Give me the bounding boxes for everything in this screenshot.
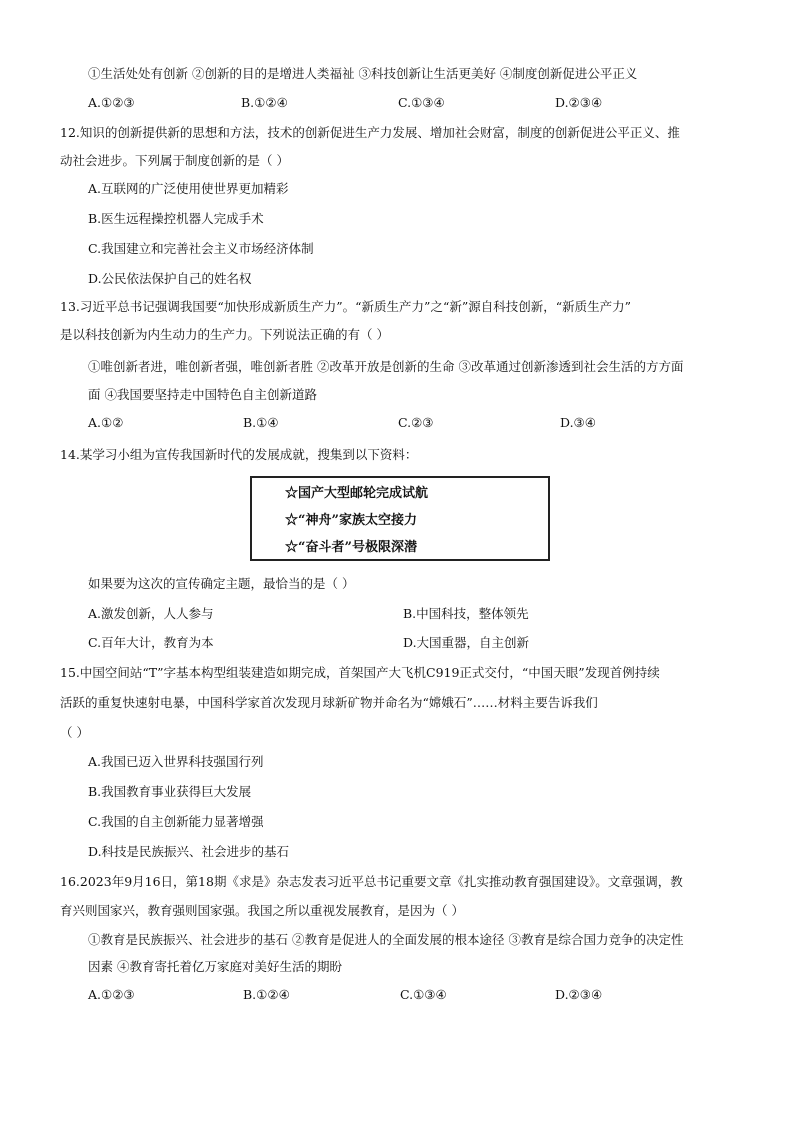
q16-statements-line1: ①教育是民族振兴、社会进步的基石 ②教育是促进人的全面发展的根本途径 ③教育是综合国力竞争的决定性: [88, 932, 684, 947]
q14-option-c: C.百年大计，教育为本: [88, 635, 214, 650]
q15-stem-line2: 活跃的重复快速射电暴，中国科学家首次发现月球新矿物并命名为“嫦娥石”……材料主要告诉我们: [60, 695, 598, 710]
q13-option-b: B.①④: [243, 415, 279, 430]
q12-option-c: C.我国建立和完善社会主义市场经济体制: [88, 241, 314, 256]
q16-statements-line2: 因素 ④教育寄托着亿万家庭对美好生活的期盼: [88, 959, 342, 974]
q12-stem-line1: 12.知识的创新提供新的思想和方法，技术的创新促进生产力发展、增加社会财富，制度的创新促进公平正义、推: [60, 125, 680, 140]
q14-question: 如果要为这次的宣传确定主题，最恰当的是（ ）: [88, 576, 355, 591]
q13-statements-line1: ①唯创新者进，唯创新者强，唯创新者胜 ②改革开放是创新的生命 ③改革通过创新渗透到社会生活的方方面: [88, 359, 684, 374]
q13-option-d: D.③④: [560, 415, 596, 430]
q13-statements-line2: 面 ④我国要坚持走中国特色自主创新道路: [88, 387, 317, 402]
q16-stem-line1: 16.2023年9月16日，第18期《求是》杂志发表习近平总书记重要文章《扎实推动教育强国建设》。文章强调，教: [60, 874, 683, 889]
q11-option-b: B.①②④: [241, 95, 288, 110]
q16-option-c: C.①③④: [400, 987, 447, 1002]
q16-option-a: A.①②③: [88, 987, 135, 1002]
q14-material-1: ☆国产大型邮轮完成试航: [285, 486, 429, 501]
q14-stem: 14.某学习小组为宣传我国新时代的发展成就，搜集到以下资料：: [60, 447, 418, 462]
q14-option-b: B.中国科技，整体领先: [403, 606, 529, 621]
q12-option-a: A.互联网的广泛使用使世界更加精彩: [88, 181, 289, 196]
q15-option-b: B.我国教育事业获得巨大发展: [88, 784, 252, 799]
q13-stem-line2: 是以科技创新为内生动力的生产力。下列说法正确的有（ ）: [60, 327, 389, 342]
q15-stem-line1: 15.中国空间站“T”字基本构型组装建造如期完成，首架国产大飞机C919正式交付，“中国天眼”发现首例持续: [60, 665, 660, 680]
q16-stem-line2: 育兴则国家兴，教育强则国家强。我国之所以重视发展教育，是因为（ ）: [60, 903, 464, 918]
q11-option-d: D.②③④: [555, 95, 603, 110]
q14-option-a: A.激发创新，人人参与: [88, 606, 214, 621]
q15-stem-line3: （ ）: [60, 725, 89, 740]
q16-option-d: D.②③④: [555, 987, 603, 1002]
q14-option-d: D.大国重器，自主创新: [403, 635, 530, 650]
q13-stem-line1: 13.习近平总书记强调我国要“加快形成新质生产力”。“新质生产力”之“新”源自科技创新，“新质生产力”: [60, 299, 632, 314]
q11-option-a: A.①②③: [88, 95, 135, 110]
q15-option-a: A.我国已迈入世界科技强国行列: [88, 754, 264, 769]
q15-option-d: D.科技是民族振兴、社会进步的基石: [88, 844, 290, 859]
q14-material-2: ☆“神舟”家族太空接力: [285, 513, 417, 528]
q11-statements: ①生活处处有创新 ②创新的目的是增进人类福祉 ③科技创新让生活更美好 ④制度创新促进公平正义: [88, 66, 638, 81]
q12-stem-line2: 动社会进步。下列属于制度创新的是（ ）: [60, 153, 289, 168]
q16-option-b: B.①②④: [243, 987, 290, 1002]
q13-option-c: C.②③: [398, 415, 434, 430]
q12-option-b: B.医生远程操控机器人完成手术: [88, 211, 264, 226]
q14-material-3: ☆“奋斗者”号极限深潜: [285, 540, 417, 555]
q14-material-box: [250, 476, 550, 561]
q15-option-c: C.我国的自主创新能力显著增强: [88, 814, 264, 829]
q12-option-d: D.公民依法保护自己的姓名权: [88, 271, 252, 286]
q13-option-a: A.①②: [88, 415, 124, 430]
q11-option-c: C.①③④: [398, 95, 445, 110]
